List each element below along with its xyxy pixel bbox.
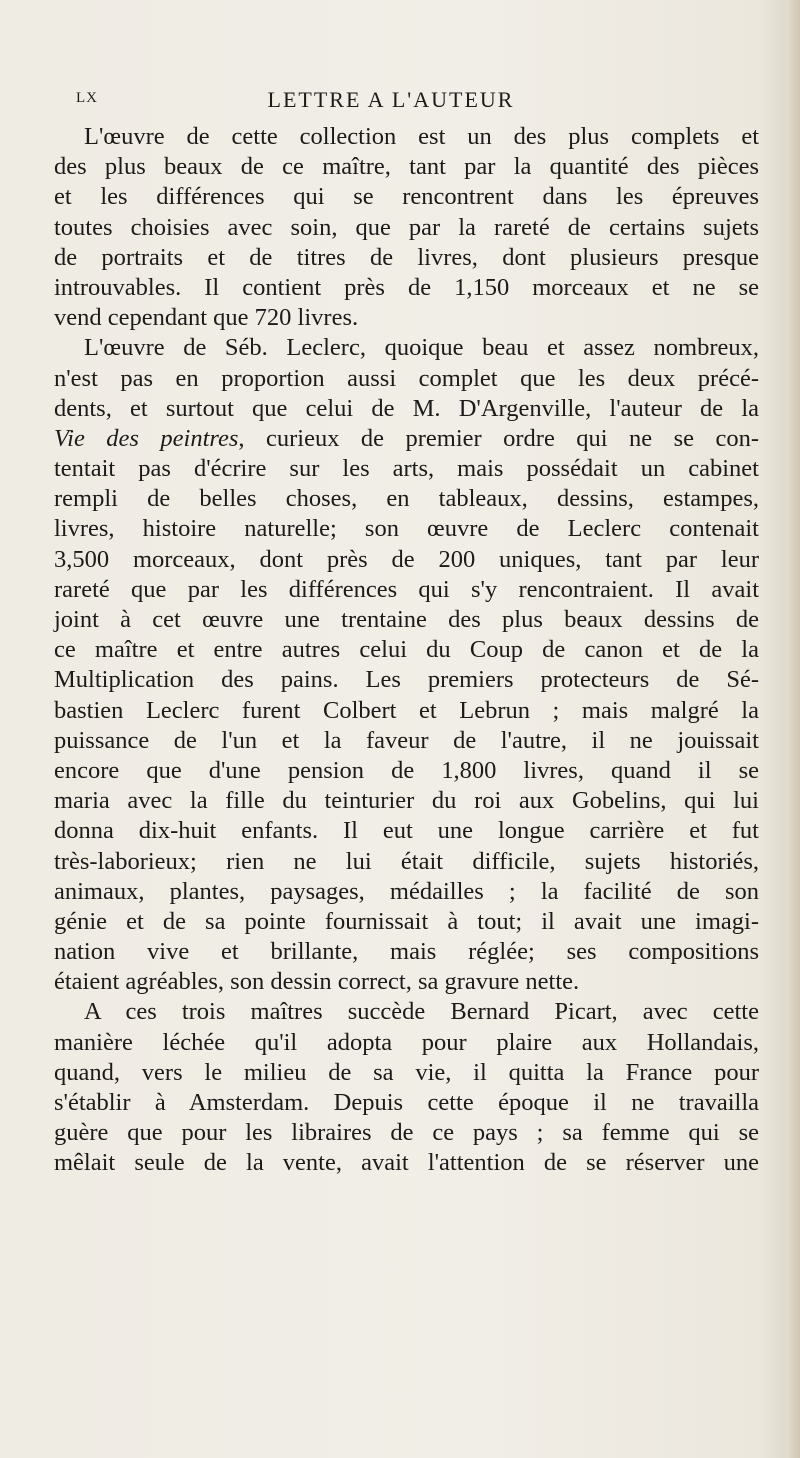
text-line: mêlait seule de la vente, avait l'attention de se réserver une <box>54 1149 759 1177</box>
text-line: donna dix-huit enfants. Il eut une longue carrière et fut <box>54 817 759 845</box>
text-line: de portraits et de titres de livres, dont plusieurs presque <box>54 243 759 271</box>
text-line: génie et de sa pointe fournissait à tout; il avait une imagi- <box>54 907 759 935</box>
book-title: Vie des peintres <box>54 424 239 452</box>
text-line: rareté que par les différences qui s'y rencontraient. Il avait <box>54 575 759 603</box>
text-line: Multiplication des pains. Les premiers protecteurs de Sé- <box>54 666 759 694</box>
text-line: toutes choisies avec soin, que par la rareté de certains sujets <box>54 213 759 241</box>
text-line: livres, histoire naturelle; son œuvre de Leclerc contenait <box>54 515 759 543</box>
text-line: Vie des peintres, curieux de premier ordre qui ne se con- <box>54 424 759 452</box>
text-line: vend cependant que 720 livres. <box>54 304 359 332</box>
page-edge-shadow <box>786 0 800 1458</box>
running-title: LETTRE A L'AUTEUR <box>267 87 515 112</box>
page-header <box>76 87 706 120</box>
text-line: n'est pas en proportion aussi complet que les deux précé- <box>54 364 759 392</box>
text-line: guère que pour les libraires de ce pays ; sa femme qui se <box>54 1119 759 1147</box>
text-line: maria avec la fille du teinturier du roi aux Gobelins, qui lui <box>54 787 759 815</box>
body-text <box>54 122 759 1179</box>
text-line: et les différences qui se rencontrent dans les épreuves <box>54 183 759 211</box>
text-line: tentait pas d'écrire sur les arts, mais possédait un cabinet <box>54 455 759 483</box>
text-line: dents, et surtout que celui de M. D'Argenville, l'auteur de la <box>54 394 759 422</box>
text-line: s'établir à Amsterdam. Depuis cette époque il ne travailla <box>54 1089 759 1116</box>
text-line: puissance de l'un et la faveur de l'autre, il ne jouissait <box>54 726 759 754</box>
text-line: L'œuvre de Séb. Leclerc, quoique beau et assez nombreux, <box>84 334 759 362</box>
text-line: des plus beaux de ce maître, tant par la quantité des pièces <box>54 153 759 181</box>
page-number: LX <box>76 90 98 106</box>
text-line: étaient agréables, son dessin correct, sa gravure nette. <box>54 968 580 996</box>
text-line: 3,500 morceaux, dont près de 200 uniques, tant par leur <box>54 545 759 573</box>
text-line: manière léchée qu'il adopta pour plaire aux Hollandais, <box>54 1028 759 1056</box>
text-line: introuvables. Il contient près de 1,150 morceaux et ne se <box>54 273 759 301</box>
text-line: ce maître et entre autres celui du Coup de canon et de la <box>54 636 759 664</box>
text-line: animaux, plantes, paysages, médailles ; la facilité de son <box>54 877 759 905</box>
text-line: bastien Leclerc furent Colbert et Lebrun ; mais malgré la <box>54 696 759 724</box>
text-line: très-laborieux; rien ne lui était difficile, sujets historiés, <box>54 847 759 875</box>
text-line: joint à cet œuvre une trentaine des plus beaux dessins de <box>54 606 759 633</box>
text-line: quand, vers le milieu de sa vie, il quitta la France pour <box>54 1058 759 1086</box>
text-line: A ces trois maîtres succède Bernard Picart, avec cette <box>84 998 759 1026</box>
text-line: nation vive et brillante, mais réglée; ses compositions <box>54 938 759 966</box>
text-line: rempli de belles choses, en tableaux, dessins, estampes, <box>54 485 759 513</box>
text-line: encore que d'une pension de 1,800 livres, quand il se <box>54 756 759 784</box>
text-line: L'œuvre de cette collection est un des plus complets et <box>84 123 759 150</box>
